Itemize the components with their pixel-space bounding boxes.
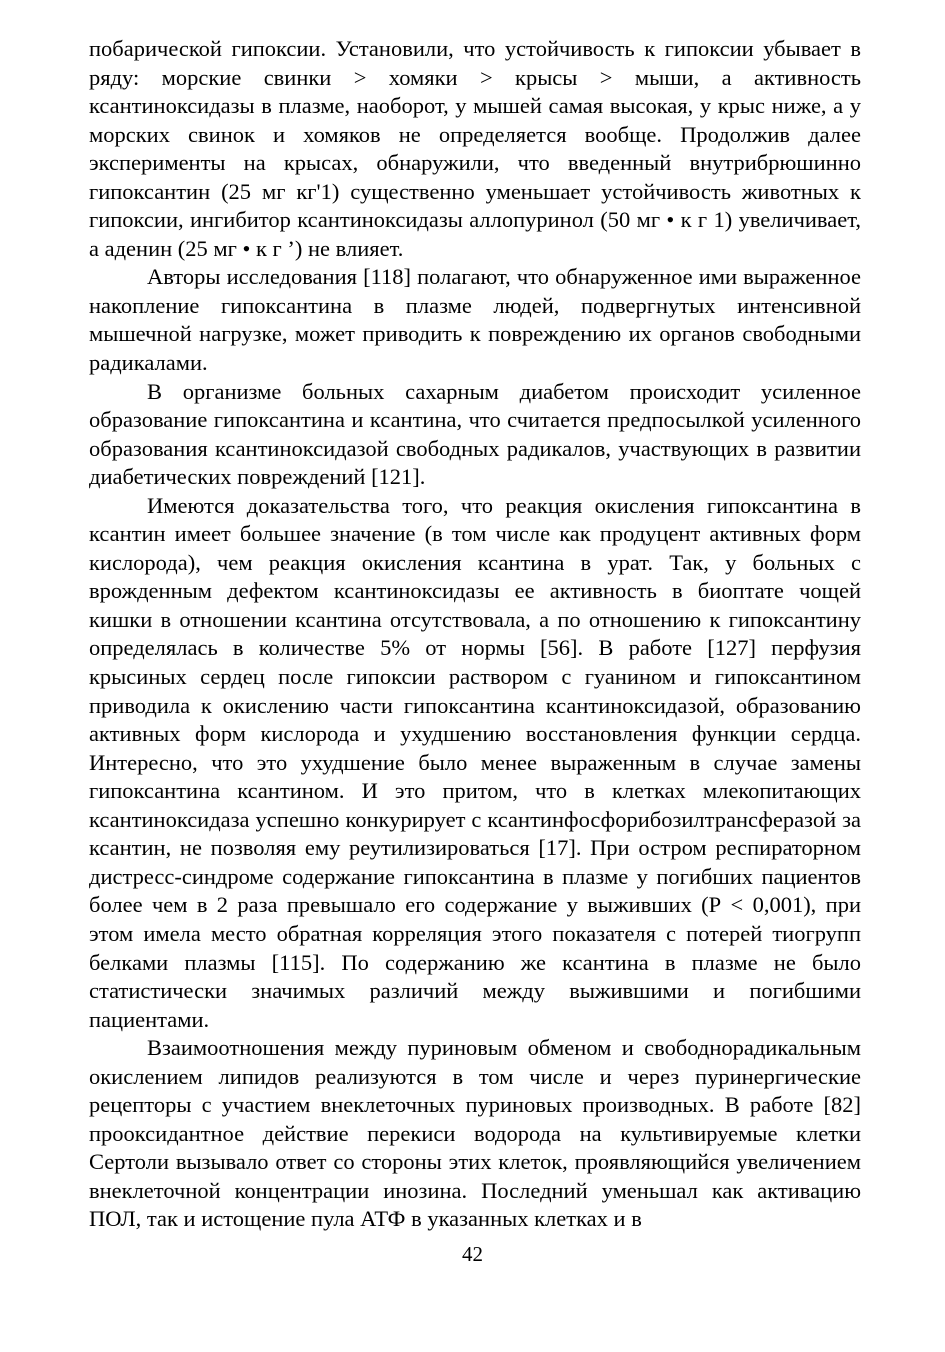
paragraph-3: В организме больных сахарным диабетом происходит усиленное образование гипоксантина и ксантина, что считается предпосылкой усиленного образования ксантиноксидазой свободных радикалов, участвующих в развитии диабетических повреждений [121]. xyxy=(89,378,861,490)
paragraph-2: Авторы исследования [118] полагают, что обнаруженное ими выраженное накопление гипоксантина в плазме людей, подвергнутых интенсивной мышечной нагрузке, может приводить к повреждению их органов свободными радикалами. xyxy=(89,264,861,376)
paragraph-5: Взаимоотношения между пуриновым обменом и свободнорадикальным окислением липидов реализуются в том числе и через пуринергические рецепторы с участием внеклеточных пуриновых производных. В работе [82] прооксидантное действие перекиси водорода на культивируемые клетки Сертоли вызывало ответ со стороны этих клеток, проявляющийся увеличением внеклеточной концентрации инозина. Последний уменьшал как активацию ПОЛ, так и истощение пула АТФ в указанных клетках и в xyxy=(89,1035,861,1232)
page-body xyxy=(89,35,861,1234)
page-number: 42 xyxy=(462,1242,483,1266)
paragraph-1: побарической гипоксии. Установили, что устойчивость к гипоксии убывает в ряду: морские свинки > хомяки > крысы > мыши, а активность ксантиноксидазы в плазме, наоборот, у мышей самая высокая, у крыс ниже, а у морских свинок и хомяков не определяется вообще. Продолжив далее эксперименты на крысах, обнаружили, что введенный внутрибрюшинно гипоксантин (25 мг кг'1) существенно уменьшает устойчивость животных к гипоксии, ингибитор ксантиноксидазы аллопуринол (50 мг • к г 1) увеличивает, а аденин (25 мг • к г ’) не влияет. xyxy=(89,36,861,261)
paragraph-4: Имеются доказательства того, что реакция окисления гипоксантина в ксантин имеет большее значение (в том числе как продуцент активных форм кислорода), чем реакция окисления ксантина в урат. Так, у больных с врожденным дефектом ксантиноксидазы ее активность в биоптате чощей кишки в отношении ксантина отсутствовала, а по отношению к гипоксантину определялась в количестве 5% от нормы [56]. В работе [127] перфузия крысиных сердец после гипоксии раствором с гуанином и гипоксантином приводила к окислению части гипоксантина ксантиноксидазой, образованию активных форм кислорода и ухудшению восстановления функции сердца. Интересно, что это ухудшение было менее выраженным в случае замены гипоксантина ксантином. И это притом, что в клетках млекопитающих ксантиноксидаза успешно конкурирует с ксантинфосфорибозилтрансферазой за ксантин, не позволяя ему реутилизироваться [17]. При остром респираторном дистресс-синдроме содержание гипоксантина в плазме у погибших пациентов более чем в 2 раза превышало его содержание у выживших (Р < 0,001), при этом имела место обратная корреляция этого показателя с потерей тиогрупп белками плазмы [115]. По содержанию же ксантина в плазме не было статистически значимых различий между выжившими и погибшими пациентами. xyxy=(89,492,861,1032)
